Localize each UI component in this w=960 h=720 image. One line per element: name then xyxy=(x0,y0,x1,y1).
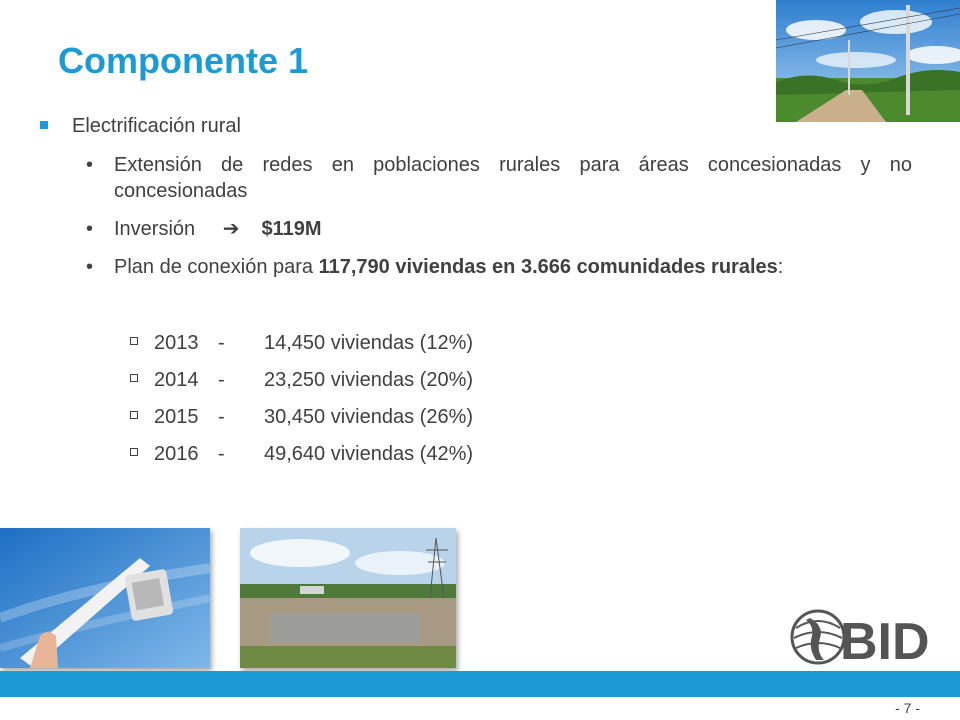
rural-road-photo xyxy=(776,0,960,122)
schedule-dash: - xyxy=(218,332,225,354)
hollow-square-bullet-icon xyxy=(130,374,138,382)
schedule-year: 2015 xyxy=(154,406,199,428)
list-item xyxy=(86,152,912,204)
square-bullet-icon xyxy=(40,121,48,129)
schedule-row xyxy=(130,330,473,367)
list-item xyxy=(86,216,912,242)
schedule-row xyxy=(130,441,473,478)
slide-title: Componente 1 xyxy=(58,40,309,81)
schedule-text: 23,250 viviendas (20%) xyxy=(264,369,474,391)
schedule-row xyxy=(130,404,473,441)
hollow-square-bullet-icon xyxy=(130,448,138,456)
schedule-text: 49,640 viviendas (42%) xyxy=(264,443,474,465)
item-text: Extensión de redes en poblaciones rurales para áreas concesionadas y no concesionadas xyxy=(114,154,912,202)
schedule-dash: - xyxy=(218,443,225,465)
street-light-photo xyxy=(0,528,210,668)
plan-text: Plan de conexión para xyxy=(114,256,319,278)
investment-label: Inversión xyxy=(114,218,196,240)
bullet-dot-icon: • xyxy=(86,154,94,176)
bullet-list xyxy=(86,152,912,292)
bullet-dot-icon: • xyxy=(86,218,94,240)
bullet-dot-icon: • xyxy=(86,256,94,278)
heading-text: Electrificación rural xyxy=(72,115,241,137)
construction-site-photo xyxy=(240,528,456,668)
section-heading xyxy=(40,112,920,140)
bid-logo-text: BID xyxy=(840,613,930,666)
plan-colon: : xyxy=(777,256,784,278)
schedule-dash: - xyxy=(218,369,225,391)
page-number: - 7 - xyxy=(895,700,920,716)
investment-value: $119M xyxy=(261,218,322,240)
plan-highlight: 117,790 viviendas en 3.666 comunidades rurales xyxy=(318,256,778,278)
schedule-year: 2014 xyxy=(154,369,199,391)
arrow-right-icon: ➔ xyxy=(222,218,240,240)
schedule-text: 30,450 viviendas (26%) xyxy=(264,406,474,428)
schedule-year: 2016 xyxy=(154,443,199,465)
schedule-year: 2013 xyxy=(154,332,199,354)
hollow-square-bullet-icon xyxy=(130,337,138,345)
schedule-text: 14,450 viviendas (12%) xyxy=(264,332,474,354)
list-item xyxy=(86,254,912,280)
footer-bar xyxy=(0,671,960,697)
schedule-list xyxy=(130,330,473,478)
schedule-dash: - xyxy=(218,406,225,428)
bid-logo xyxy=(790,608,936,666)
schedule-row xyxy=(130,367,473,404)
hollow-square-bullet-icon xyxy=(130,411,138,419)
